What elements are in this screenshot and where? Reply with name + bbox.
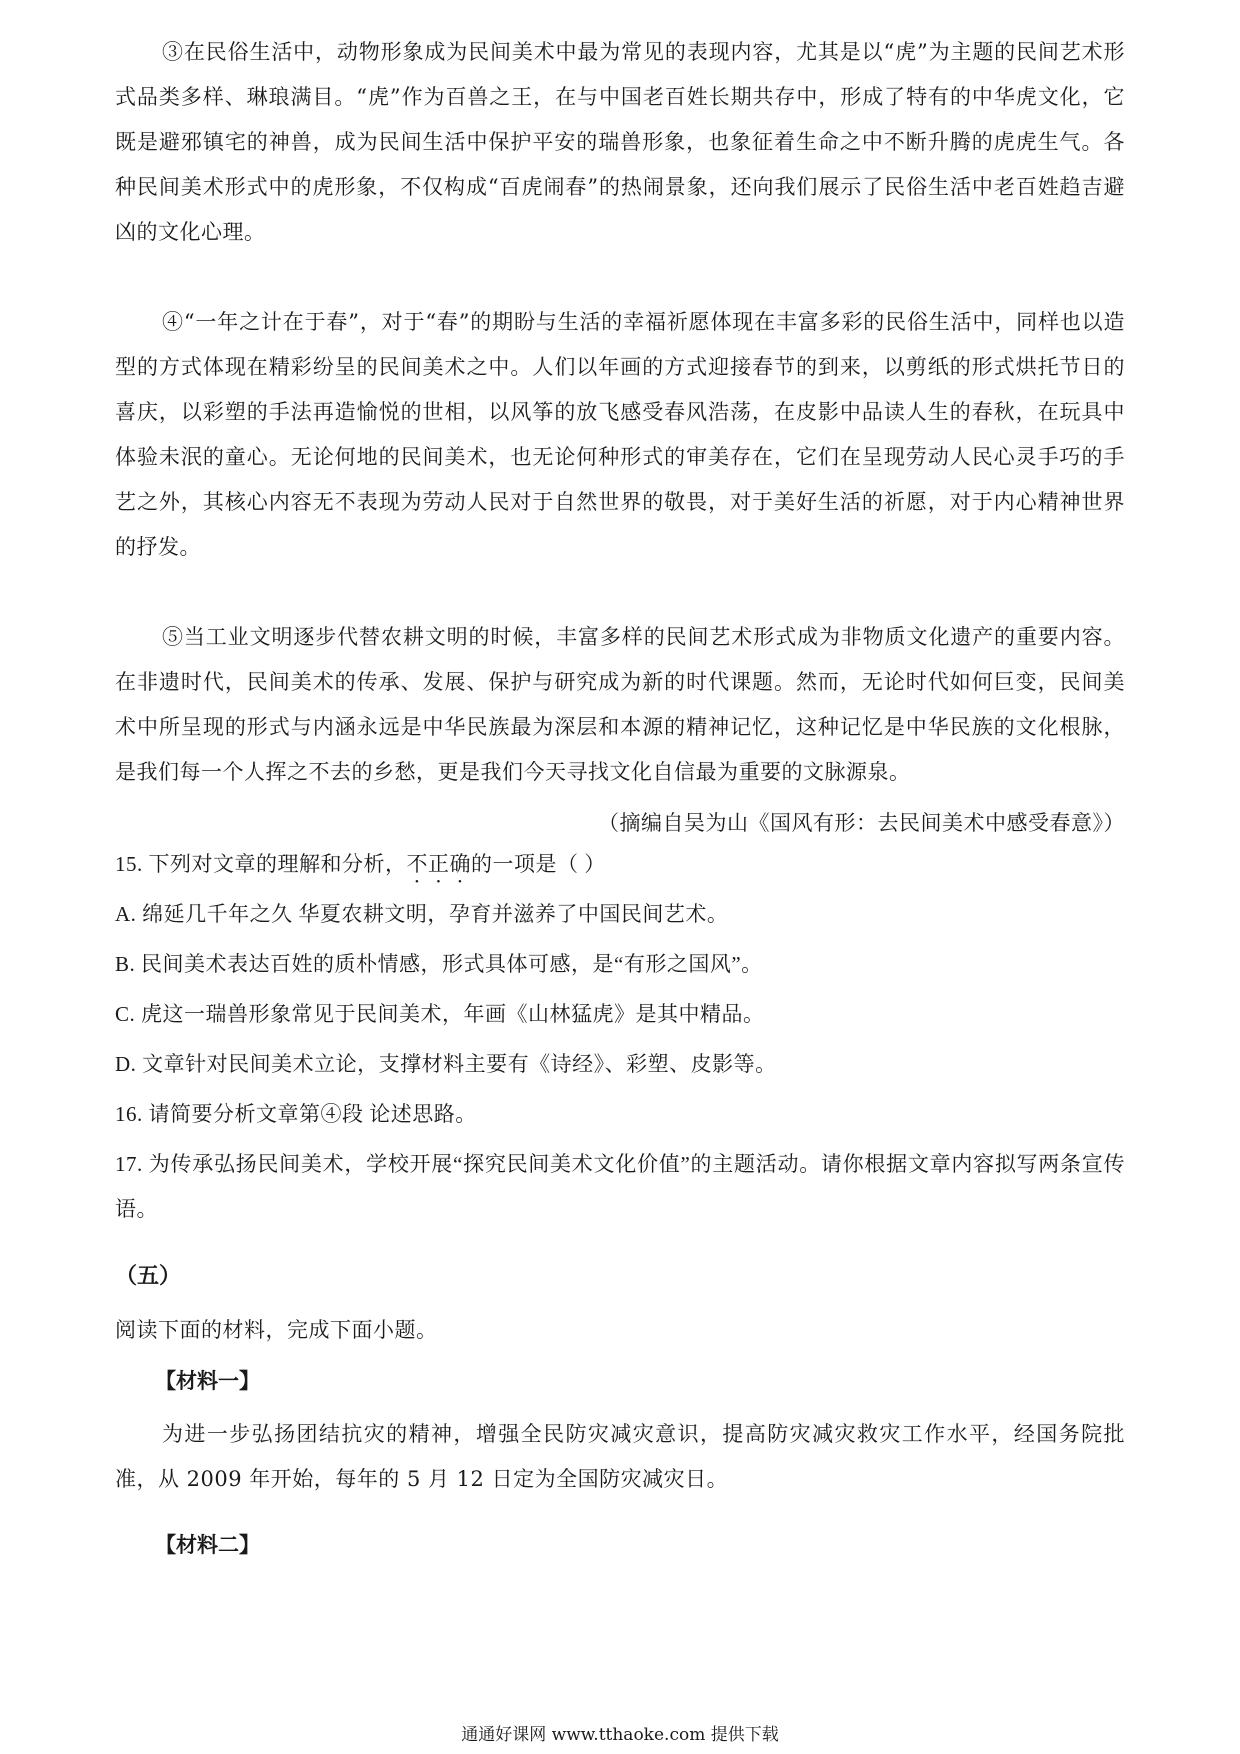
footer-watermark: 通通好课网 www.tthaoke.com 提供下载 [461, 1725, 779, 1745]
material-2-title: 【材料二】 [155, 1533, 260, 1557]
option-b: B. 民间美术表达百姓的质朴情感，形式具体可感，是“有形之国风”。 [115, 952, 763, 976]
question-15-prefix: 15. 下列对文章的理解和分析， [115, 852, 407, 876]
question-17: 17. 为传承弘扬民间美术，学校开展“探究民间美术文化价值”的主题活动。请你根据文章内容拟写两条宣传语。 [115, 1152, 1125, 1221]
section-instruction: 阅读下面的材料，完成下面小题。 [115, 1318, 438, 1342]
document-page [115, 0, 1125, 1754]
source-citation: （摘编自吴为山《国风有形：去民间美术中感受春意》） [598, 811, 1125, 835]
question-16: 16. 请简要分析文章第④段 论述思路。 [115, 1102, 477, 1126]
material-1-text: 为进一步弘扬团结抗灾的精神，增强全民防灾减灾意识，提高防灾减灾救灾工作水平，经国务院批准，从 2009 年开始，每年的 5 月 12 日定为全国防灾减灾日。 [115, 1422, 1125, 1491]
paragraph-5: ⑤当工业文明逐步代替农耕文明的时候，丰富多样的民间艺术形式成为非物质文化遗产的重要内容。在非遗时代，民间美术的传承、发展、保护与研究成为新的时代课题。然而，无论时代如何巨变，民间美术中所呈现的形式与内涵永远是中华民族最为深层和本源的精神记忆，这种记忆是中华民族的文化根脉，是我们每一个人挥之不去的乡愁，更是我们今天寻找文化自信最为重要的文脉源泉。 [115, 625, 1125, 784]
section-heading: （五） [115, 1264, 182, 1289]
option-c: C. 虎这一瑞兽形象常见于民间美术，年画《山林猛虎》是其中精品。 [115, 1002, 765, 1026]
question-15-emphasis: 不正确 [406, 852, 471, 876]
option-d: D. 文章针对民间美术立论，支撑材料主要有《诗经》、彩塑、皮影等。 [115, 1052, 777, 1076]
material-1-title: 【材料一】 [155, 1369, 260, 1393]
paragraph-3: ③在民俗生活中，动物形象成为民间美术中最为常见的表现内容，尤其是以“虎”为主题的民间艺术形式品类多样、琳琅满目。“虎”作为百兽之王，在与中国老百姓长期共存中，形成了特有的中华虎文化，它既是避邪镇宅的神兽，成为民间生活中保护平安的瑞兽形象，也象征着生命之中不断升腾的虎虎生气。各种民间美术形式中的虎形象，不仅构成“百虎闹春”的热闹景象，还向我们展示了民俗生活中老百姓趋吉避凶的文化心理。 [115, 40, 1125, 244]
question-15-suffix: 的一项是（ ） [471, 852, 606, 876]
option-a: A. 绵延几千年之久 华夏农耕文明，孕育并滋养了中国民间艺术。 [115, 902, 729, 926]
question-15 [115, 842, 1125, 888]
paragraph-4: ④“一年之计在于春”，对于“春”的期盼与生活的幸福祈愿体现在丰富多彩的民俗生活中，同样也以造型的方式体现在精彩纷呈的民间美术之中。人们以年画的方式迎接春节的到来，以剪纸的形式烘托节日的喜庆，以彩塑的手法再造愉悦的世相，以风筝的放飞感受春风浩荡，在皮影中品读人生的春秋，在玩具中体验未泯的童心。无论何地的民间美术，也无论何种形式的审美存在，它们在呈现劳动人民心灵手巧的手艺之外，其核心内容无不表现为劳动人民对于自然世界的敬畏，对于美好生活的祈愿，对于内心精神世界的抒发。 [115, 310, 1125, 559]
